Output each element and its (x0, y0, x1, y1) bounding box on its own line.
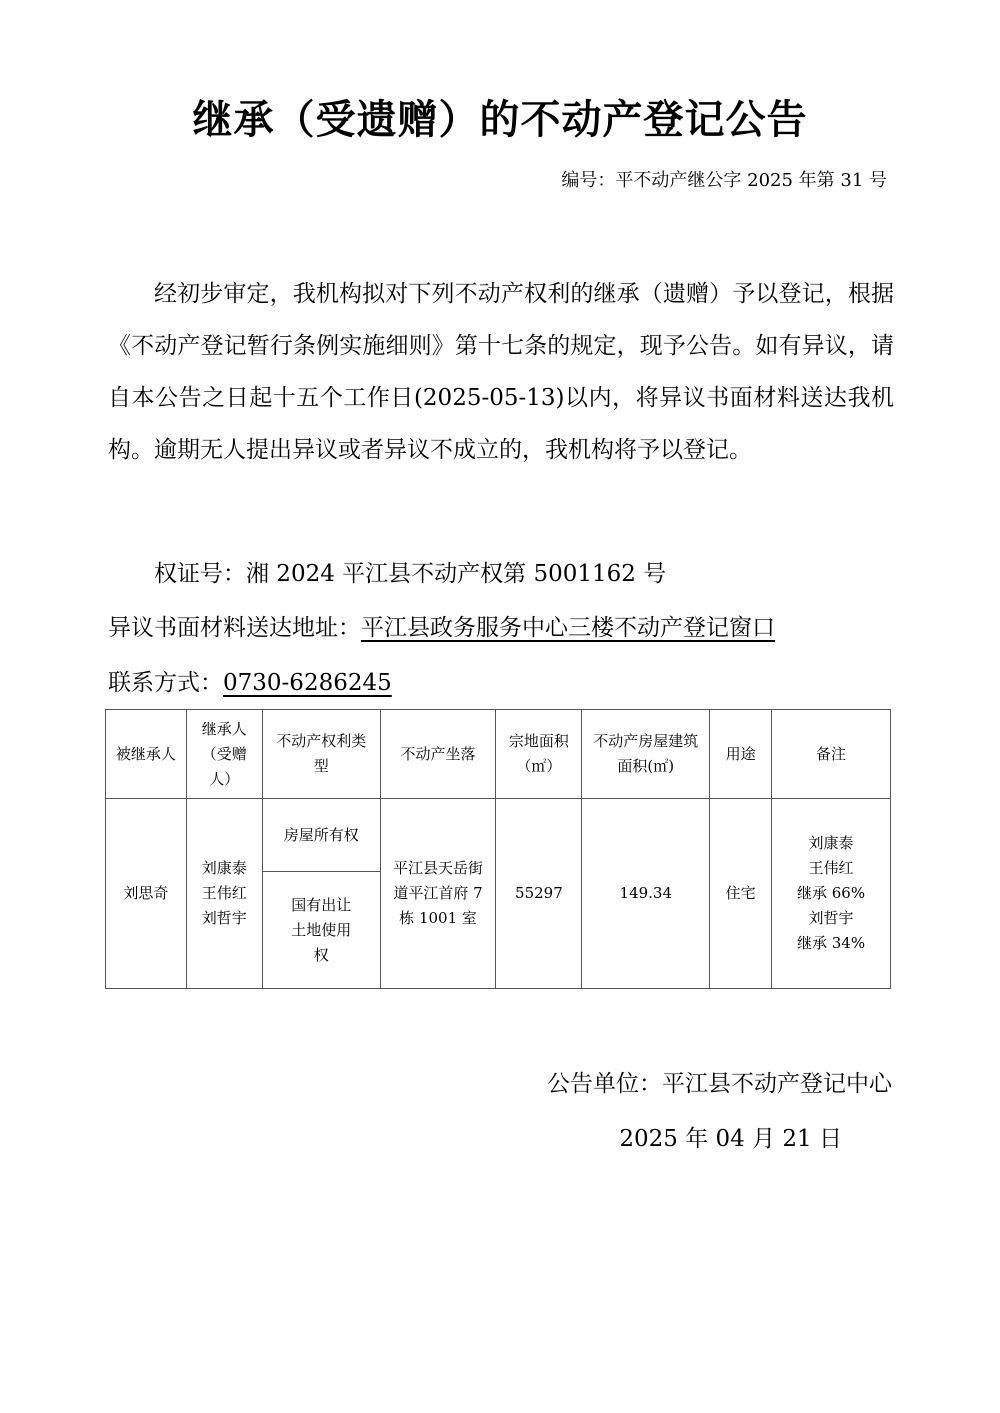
header-cell: 宗地面积（㎡） (496, 710, 582, 799)
heir-name: 刘哲宇 (201, 909, 247, 927)
remarks-cell (772, 799, 891, 989)
building-area-cell: 149.34 (582, 799, 710, 989)
issue-date: 2025 年 04 月 21 日 (619, 1126, 842, 1152)
header-cell: 不动产房屋建筑面积(㎡) (582, 710, 710, 799)
contact-info (108, 664, 392, 697)
land-area-cell: 55297 (496, 799, 582, 989)
table-header-row (106, 710, 891, 799)
objection-address (108, 609, 775, 642)
header-cell: 用途 (710, 710, 772, 799)
decedent-cell: 刘思奇 (106, 799, 187, 989)
remark-line: 继承 34% (797, 934, 866, 952)
heir-name: 王伟红 (201, 884, 247, 902)
table-row (106, 799, 891, 872)
usage-cell: 住宅 (710, 799, 772, 989)
address-value: 平江县政务服务中心三楼不动产登记窗口 (361, 615, 775, 641)
announcement-paragraph: 经初步审定，我机构拟对下列不动产权利的继承（遗赠）予以登记，根据《不动产登记暂行条例实施细则》第十七条的规定，现予公告。如有异议，请自本公告之日起十五个工作日(2025-05-13)以内，将异议书面材料送达我机构。逾期无人提出异议或者异议不成立的，我机构将予以登记。 (108, 281, 894, 463)
issuer: 公告单位：平江县不动产登记中心 (547, 1071, 892, 1097)
heirs-cell (186, 799, 262, 989)
heir-name: 刘康泰 (201, 859, 247, 877)
right-type-cell: 房屋所有权 (262, 799, 380, 872)
contact-phone: 0730-6286245 (223, 670, 392, 696)
header-cell: 继承人（受赠人） (186, 710, 262, 799)
property-table (105, 709, 891, 989)
address-label: 异议书面材料送达地址： (108, 615, 361, 641)
document-number: 编号：平不动产继公字 2025 年第 31 号 (561, 170, 887, 191)
header-cell: 被继承人 (106, 710, 187, 799)
remark-line: 刘康泰 (808, 834, 854, 852)
announcement-body (108, 268, 894, 476)
remark-line: 继承 66% (797, 884, 866, 902)
header-cell: 备注 (772, 710, 891, 799)
location-cell: 平江县天岳街道平江首府 7 栋 1001 室 (380, 799, 496, 989)
remark-line: 王伟红 (808, 859, 854, 877)
header-cell: 不动产权利类 型 (262, 710, 380, 799)
contact-label: 联系方式： (108, 670, 223, 696)
remark-line: 刘哲宇 (808, 909, 854, 927)
certificate-number: 权证号：湘 2024 平江县不动产权第 5001162 号 (154, 561, 667, 587)
header-cell: 不动产坐落 (380, 710, 496, 799)
right-type-cell: 国有出让土地使用权 (262, 872, 380, 989)
page-title: 继承（受遗赠）的不动产登记公告 (192, 97, 808, 143)
